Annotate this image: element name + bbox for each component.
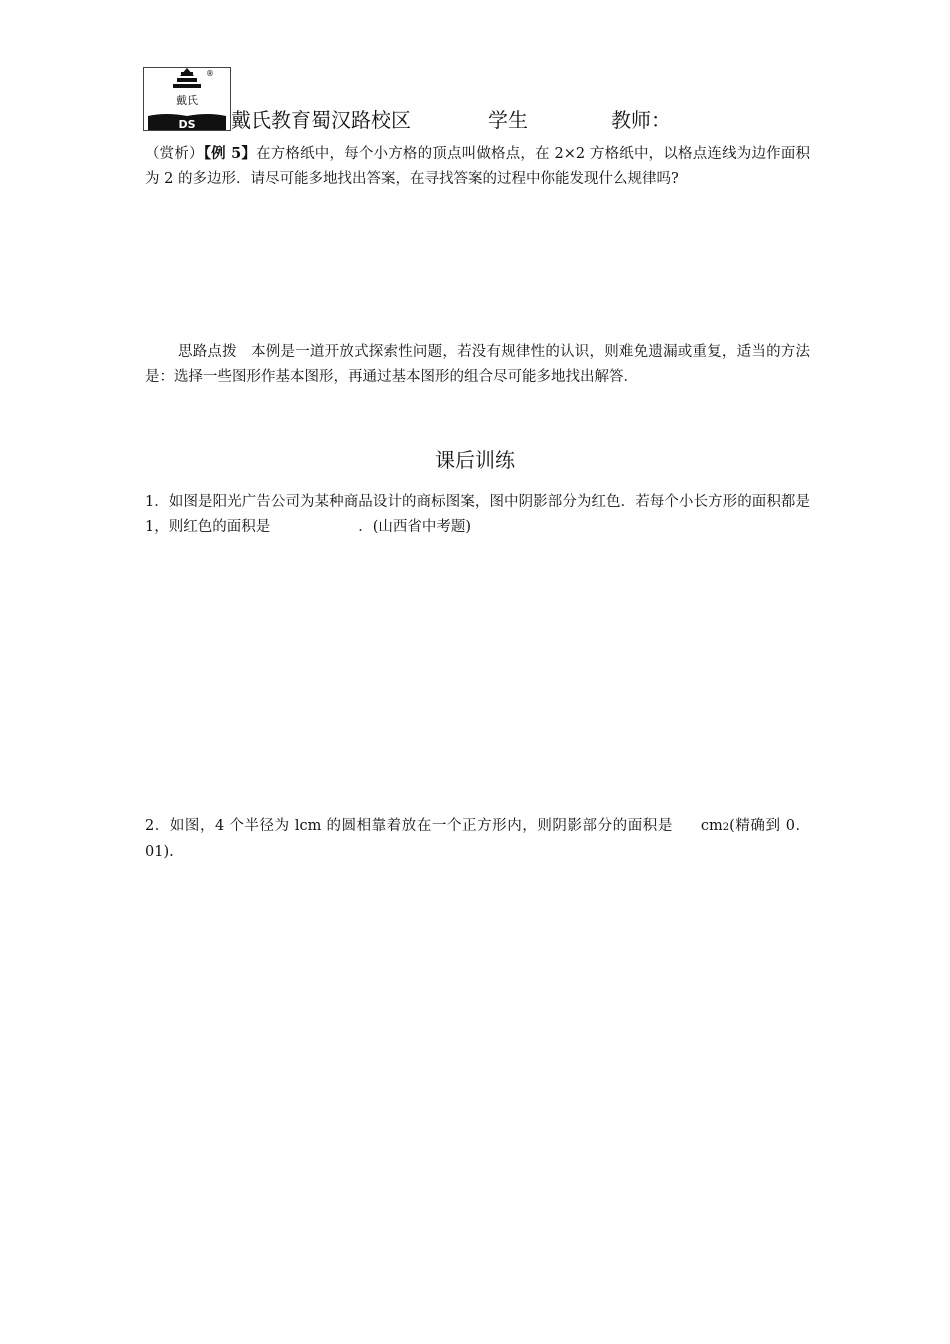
example-text: 在方格纸中，每个小方格的顶点叫做格点，在 2×2 方格纸中，以格点连线为边作面积为 2 的多边形．请尽可能多地找出答案，在寻找答案的过程中你能发现什么规律吗? — [145, 146, 811, 187]
q2-unit-exponent: 2 — [722, 822, 730, 833]
section-title: 课后训练 — [435, 448, 515, 472]
q1-source: ．(山西省中考题) — [358, 519, 472, 535]
hint-text: 本例是一道开放式探索性问题，若没有规律性的认识，则难免遗漏或重复，适当的方法是：选择一些图形作基本图形，再通过基本图形的组合尽可能多地找出解答． — [145, 344, 810, 385]
teacher-label: 教师： — [611, 108, 671, 132]
solution-hint — [145, 340, 810, 390]
school-logo — [143, 67, 231, 131]
example-label: 【例 5】 — [203, 145, 257, 162]
question-1 — [145, 490, 810, 540]
q2-unit: cm — [700, 818, 723, 834]
question-2 — [145, 814, 810, 865]
pyramid-logo-icon — [144, 68, 230, 130]
school-name: 戴氏教育蜀汉路校区 — [231, 108, 411, 132]
student-label: 学生 — [488, 108, 528, 132]
q2-precision: (精确到 0．01). — [145, 818, 810, 860]
q1-text: 1．如图是阳光广告公司为某种商品设计的商标图案，图中阴影部分为红色．若每个小长方形的面积都是 1，则红色的面积是 — [145, 494, 810, 535]
page-header — [231, 106, 791, 136]
example-problem — [145, 141, 810, 192]
q2-text: 2．如图，4 个半径为 lcm 的圆相靠着放在一个正方形内，则阴影部分的面积是 — [145, 818, 673, 834]
example-prefix: （赏析） — [145, 146, 204, 162]
logo-letters: DS — [178, 118, 196, 130]
hint-label: 思路点拨 — [178, 344, 237, 360]
logo-chinese-text: 戴氏 — [176, 94, 198, 107]
registered-mark: ® — [206, 69, 214, 78]
